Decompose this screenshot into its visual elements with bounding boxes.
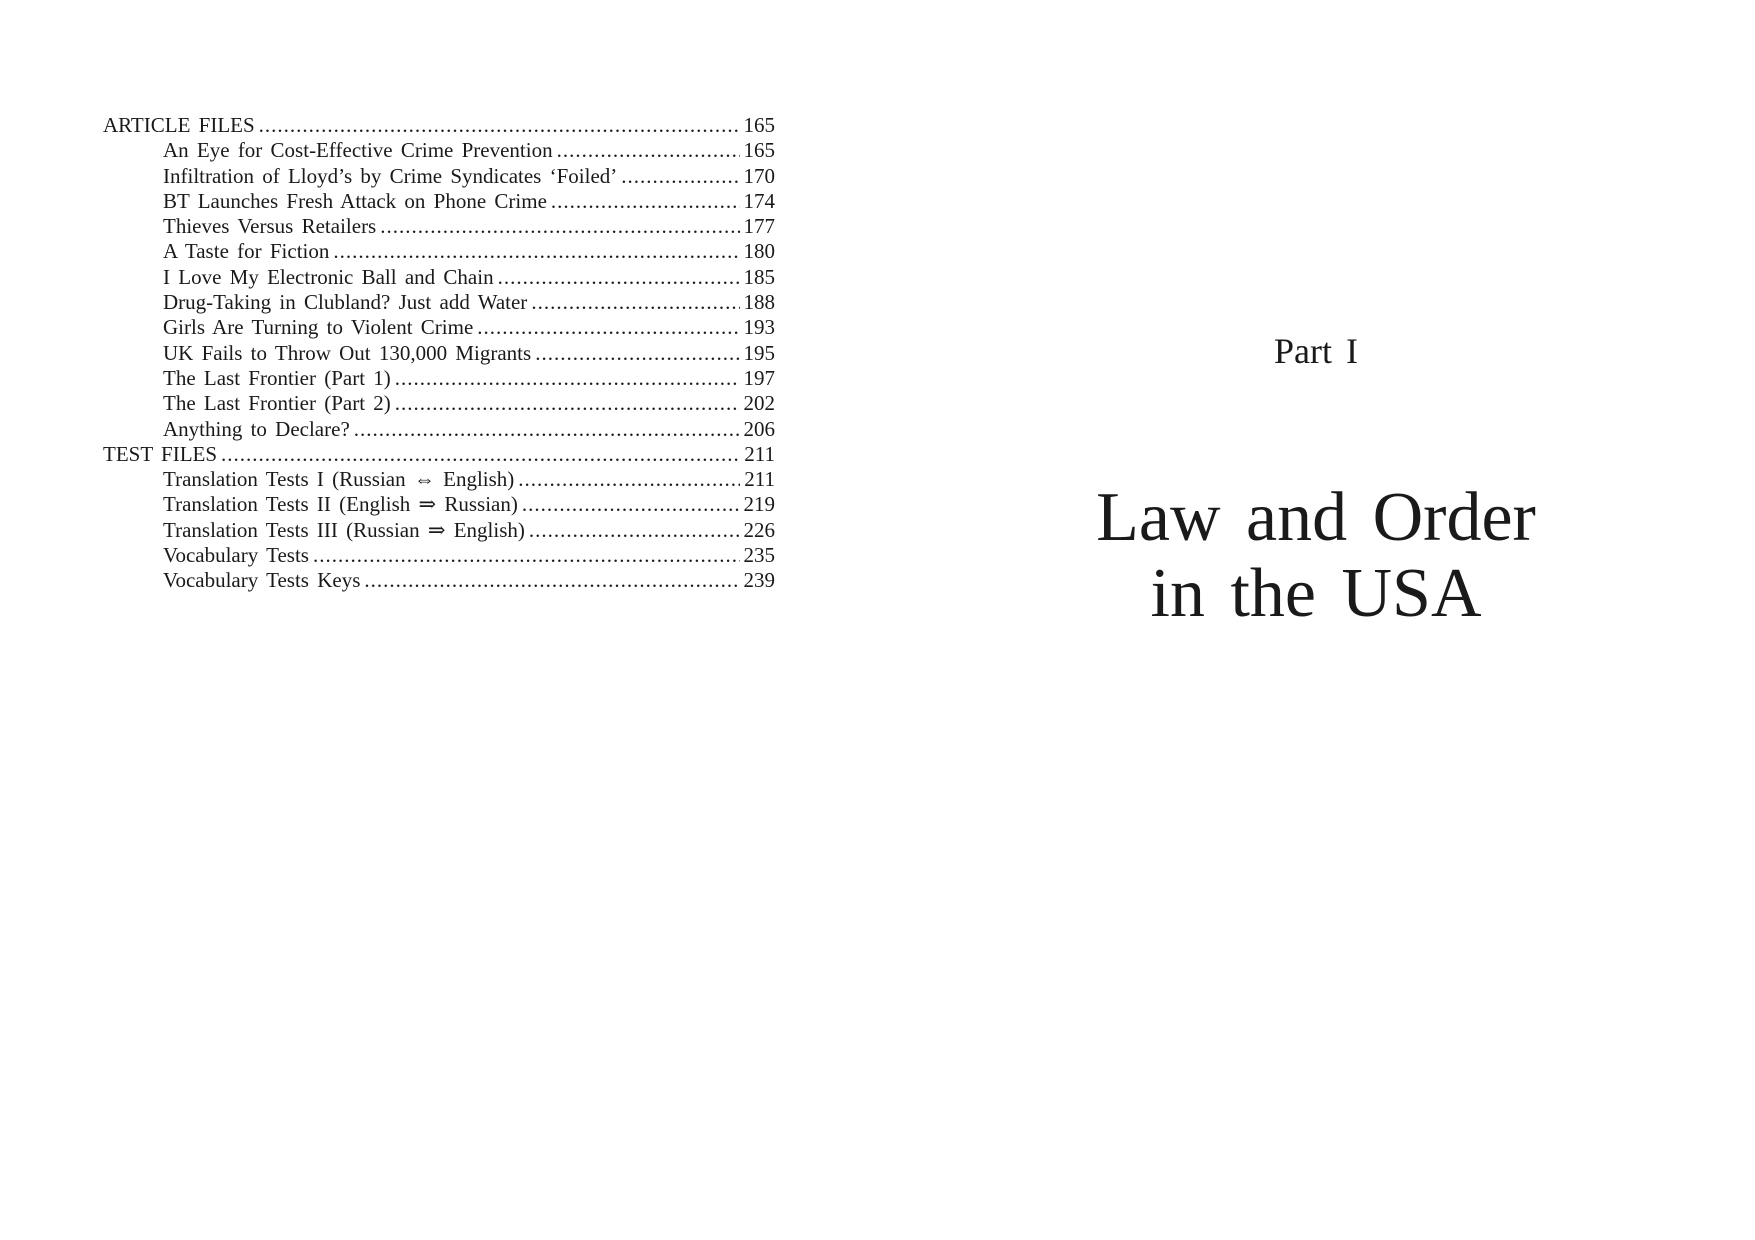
toc-entry-page: 177 [743,214,775,239]
part-title-line: Law and Order [1096,479,1536,556]
toc-dot-leader [551,189,740,214]
toc-entry-page: 170 [743,163,775,188]
toc-entry-title: Translation Tests II (English ⇒ Russian) [163,492,518,517]
toc-dot-leader [529,518,740,543]
toc-entry-page: 174 [743,188,775,213]
toc-entry [103,467,775,492]
toc-entry-page: 235 [743,543,775,568]
toc-entry-page: 211 [744,467,775,492]
toc-entry-page: 202 [743,391,775,416]
toc-entry [103,543,775,568]
toc-dot-leader [522,492,740,517]
toc-entry-page: 219 [743,492,775,517]
toc-dot-leader [518,467,740,492]
toc-entry-title: TEST FILES [103,441,218,466]
toc-entry-title: Vocabulary Tests Keys [163,568,361,593]
toc-entry-title: Girls Are Turning to Violent Crime [163,315,474,340]
toc-entry [103,417,775,442]
toc-entry-title: BT Launches Fresh Attack on Phone Crime [163,188,547,213]
toc-entry-page: 193 [743,315,775,340]
toc-entry [103,518,775,543]
toc-entry [103,138,775,163]
toc-entry [103,265,775,290]
toc-entry [103,492,775,517]
toc-entry-page: 197 [743,365,775,390]
toc-dot-leader [531,290,739,315]
toc-entry-title: The Last Frontier (Part 1) [163,365,391,390]
toc-dot-leader [364,568,739,593]
toc-dot-leader [354,417,740,442]
toc-entry-page: 165 [743,138,775,163]
toc-entry-title: Translation Tests III (Russian ⇒ English) [163,517,525,542]
toc-entry [103,214,775,239]
left-page [0,0,877,1240]
toc-entry [103,341,775,366]
right-page [877,0,1755,1240]
toc-dot-leader [535,341,739,366]
toc-entry-title: I Love My Electronic Ball and Chain [163,264,494,289]
toc-dot-leader [477,315,739,340]
part-title-line: in the USA [1150,555,1482,632]
toc-dot-leader [498,265,740,290]
toc-entry-title: ARTICLE FILES [103,113,255,137]
toc-entry-page: 195 [743,340,775,365]
toc-entry-title: The Last Frontier (Part 2) [163,391,391,416]
toc-entry-page: 180 [743,239,775,264]
toc-entry [103,391,775,416]
toc-entry-page: 226 [743,517,775,542]
toc-entry [103,568,775,593]
toc-entry [103,189,775,214]
toc-dot-leader [259,113,740,138]
toc-entry-page: 188 [743,290,775,315]
toc-dot-leader [395,391,740,416]
part-title [877,480,1755,632]
toc-entry-page: 185 [743,264,775,289]
part-label: Part I [1274,331,1358,371]
toc-entry-title: UK Fails to Throw Out 130,000 Migrants [163,340,532,365]
toc-dot-leader [395,366,740,391]
toc-entry-page: 239 [743,568,775,593]
toc-entry-page: 206 [743,416,775,441]
toc-dot-leader [621,164,739,189]
toc-entry [103,113,775,138]
toc-dot-leader [557,138,740,163]
toc-entry [103,239,775,264]
toc-entry-title: An Eye for Cost-Effective Crime Prevention [163,138,553,163]
toc-entry-page: 211 [744,441,775,466]
toc-entry-title: Anything to Declare? [163,416,350,441]
toc-entry [103,442,775,467]
toc-entry [103,164,775,189]
toc-entry [103,366,775,391]
toc-entry-title: Drug-Taking in Clubland? Just add Water [163,290,528,315]
toc-dot-leader [380,214,739,239]
toc-dot-leader [221,442,740,467]
toc-entry [103,290,775,315]
toc-dot-leader [333,239,739,264]
toc-entry-title: A Taste for Fiction [163,239,330,264]
table-of-contents [103,113,775,594]
toc-dot-leader [313,543,740,568]
toc-entry-page: 165 [743,113,775,137]
toc-entry-title: Translation Tests I (Russian ⇔ English) [163,467,515,492]
toc-entry [103,315,775,340]
toc-entry-title: Infiltration of Lloyd’s by Crime Syndicates ‘Foiled’ [163,163,618,188]
toc-entry-title: Vocabulary Tests [163,543,309,568]
toc-entry-title: Thieves Versus Retailers [163,214,377,239]
